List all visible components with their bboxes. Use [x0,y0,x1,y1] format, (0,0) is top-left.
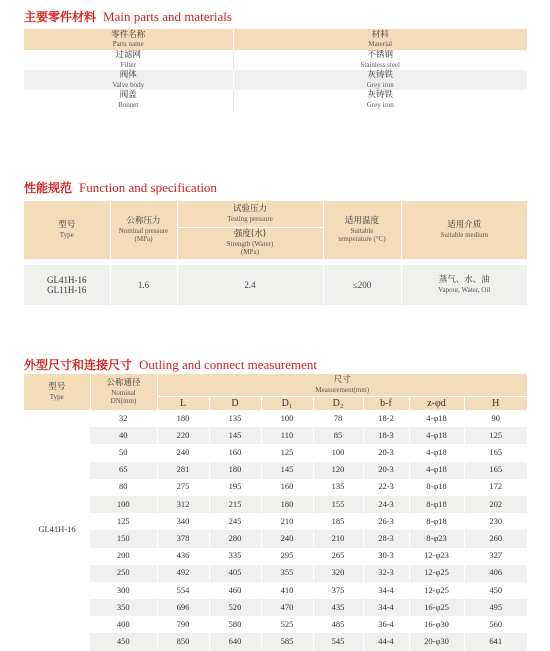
table-row [24,513,527,530]
parts-title-cn: 主要零件材料 [24,10,97,24]
table-row [24,90,527,110]
table-row [24,616,527,633]
parts-title-en: Main parts and materials [103,9,232,24]
d1-cell: 145 [261,462,313,479]
col-header-zphid: z-φd [409,396,464,410]
d-cell: 405 [209,565,261,582]
d1-cell: 525 [261,616,313,633]
part-cn: 阀盖 [119,90,137,101]
zphid-cell: 4-φ18 [409,427,464,444]
parts-materials-table [24,29,527,110]
h-cell: 641 [464,633,527,650]
h-cell: 560 [464,616,527,633]
material-header [233,29,527,50]
type-header [24,374,90,410]
d-cell: 460 [209,582,261,599]
d2-cell: 265 [313,548,363,565]
d2-cell: 100 [313,444,363,461]
bf-cell: 32-3 [363,565,409,582]
col-header-h: H [464,396,527,410]
d1-cell: 210 [261,513,313,530]
header-en-unit: temperature (°C) [338,234,386,243]
header-cn: 尺寸 [333,374,351,385]
table-row [24,548,527,565]
d1-cell: 180 [261,496,313,513]
nominal-pressure-header [110,201,177,259]
measurement-header [157,374,527,396]
dn-cell: 350 [90,599,157,616]
d2-cell: 320 [313,565,363,582]
d2-cell: 485 [313,616,363,633]
header-en: Suitable [350,226,374,235]
dims-title-cn: 外型尺寸和连接尺寸 [24,358,133,372]
header-en-unit: DN(mm) [110,396,137,405]
bf-cell: 36-4 [363,616,409,633]
d2-cell: 155 [313,496,363,513]
material-cn: 不锈钢 [367,50,393,61]
table-row [24,565,527,582]
bf-cell: 34-4 [363,599,409,616]
d2-cell: 375 [313,582,363,599]
dn-cell: 250 [90,565,157,582]
pressure-cell: 1.6 [110,265,177,305]
header-en: Parts name [112,40,144,49]
zphid-cell: 8-φ23 [409,530,464,547]
table-row [24,50,527,70]
temperature-header [323,201,401,259]
header-cn: 公称通径 [106,378,141,389]
zphid-cell: 4-φ18 [409,410,464,427]
h-cell: 172 [464,479,527,496]
h-cell: 202 [464,496,527,513]
d1-cell: 295 [261,548,313,565]
dn-cell: 450 [90,633,157,650]
material-en: Grey iron [366,100,394,109]
parts-header-row [24,29,527,50]
table-row [24,462,527,479]
col-header-d1: D₁ [261,396,313,410]
part-en: Filter [120,60,136,69]
d1-cell: 470 [261,599,313,616]
col-header-bf: b-f [363,396,409,410]
d1-cell: 240 [261,530,313,547]
header-en-unit: (MPa) [134,234,153,243]
h-cell: 90 [464,410,527,427]
header-cn: 试验压力 [232,203,267,214]
l-cell: 850 [157,633,209,650]
material-cell [233,50,527,70]
dn-cell: 200 [90,548,157,565]
bf-cell: 34-4 [363,582,409,599]
header-cn: 材料 [371,29,389,40]
header-en: Type [59,230,74,239]
table-row [24,427,527,444]
part-name-cell [24,50,233,70]
spec-table [24,201,527,305]
model-name: GL11H-16 [47,285,87,295]
zphid-cell: 8-φ18 [409,496,464,513]
bf-cell: 24-3 [363,496,409,513]
dimensions-table [24,374,527,651]
bf-cell: 44-4 [363,633,409,650]
part-name-cell [24,90,233,110]
l-cell: 312 [157,496,209,513]
dn-cell: 32 [90,410,157,427]
part-name-cell [24,70,233,90]
h-cell: 165 [464,462,527,479]
header-en: Nominal [111,388,136,397]
l-cell: 436 [157,548,209,565]
part-en: Valve body [112,80,145,89]
table-row [24,479,527,496]
header-en: Measurement(mm) [315,385,370,394]
header-en: Type [49,392,64,401]
dims-section-title [24,356,317,373]
d-cell: 145 [209,427,261,444]
col-header-l: L [157,396,209,410]
dn-cell: 100 [90,496,157,513]
table-row [24,496,527,513]
zphid-cell: 4-φ18 [409,444,464,461]
model-cell: GL41H-16 [24,410,90,651]
material-en: Stainless steel [360,60,400,69]
d-cell: 245 [209,513,261,530]
d-cell: 135 [209,410,261,427]
zphid-cell: 8-φ18 [409,513,464,530]
temperature-cell: ≤200 [323,265,401,305]
bf-cell: 26-3 [363,513,409,530]
type-cell [24,265,110,305]
l-cell: 340 [157,513,209,530]
zphid-cell: 12-φ25 [409,565,464,582]
d2-cell: 120 [313,462,363,479]
h-cell: 165 [464,444,527,461]
d-cell: 180 [209,462,261,479]
d1-cell: 125 [261,444,313,461]
d1-cell: 410 [261,582,313,599]
material-cell [233,70,527,90]
header-cn: 型号 [48,382,66,393]
header-cn: 强度(水) [233,229,267,240]
type-header [24,201,110,259]
table-row [24,444,527,461]
bf-cell: 18-3 [363,427,409,444]
dn-cell: 80 [90,479,157,496]
d2-cell: 545 [313,633,363,650]
part-en: Bonnet [118,100,139,109]
d2-cell: 185 [313,513,363,530]
parts-name-header [24,29,233,50]
d1-cell: 110 [261,427,313,444]
zphid-cell: 12-φ25 [409,582,464,599]
bf-cell: 30-3 [363,548,409,565]
d-cell: 195 [209,479,261,496]
header-en: Nominal pressure [118,226,169,235]
header-en: Suitable medium [440,230,489,239]
d-cell: 520 [209,599,261,616]
h-cell: 450 [464,582,527,599]
d2-cell: 435 [313,599,363,616]
medium-en: Vapour, Water, Oil [438,285,491,294]
l-cell: 220 [157,427,209,444]
d1-cell: 160 [261,479,313,496]
dn-cell: 50 [90,444,157,461]
h-cell: 230 [464,513,527,530]
spec-title-en: Function and specification [79,180,217,195]
zphid-cell: 4-φ18 [409,462,464,479]
l-cell: 180 [157,410,209,427]
zphid-cell: 16-φ25 [409,599,464,616]
medium-header [401,201,527,259]
d-cell: 215 [209,496,261,513]
header-en: Testing pressure [227,214,273,223]
table-row [24,599,527,616]
d-cell: 640 [209,633,261,650]
l-cell: 696 [157,599,209,616]
dn-cell: 150 [90,530,157,547]
spec-title-cn: 性能规范 [24,181,73,195]
material-cn: 灰铸铁 [367,90,393,101]
material-en: Grey iron [366,80,394,89]
spec-section-title [24,179,217,196]
bf-cell: 28-3 [363,530,409,547]
model-name: GL41H-16 [47,274,87,285]
h-cell: 495 [464,599,527,616]
d-cell: 335 [209,548,261,565]
col-header-d: D [209,396,261,410]
header-cn: 公称压力 [126,216,161,227]
zphid-cell: 8-φ18 [409,479,464,496]
bf-cell: 20-3 [363,462,409,479]
zphid-cell: 20-φ30 [409,633,464,650]
header-en: Strength (Water) [226,240,274,249]
d1-cell: 100 [261,410,313,427]
zphid-cell: 16-φ30 [409,616,464,633]
d1-cell: 355 [261,565,313,582]
l-cell: 275 [157,479,209,496]
d1-cell: 585 [261,633,313,650]
h-cell: 125 [464,427,527,444]
bf-cell: 18-2 [363,410,409,427]
d-cell: 580 [209,616,261,633]
part-cn: 过滤网 [115,50,141,61]
dims-body [24,410,527,651]
material-cell [233,90,527,110]
h-cell: 260 [464,530,527,547]
spec-row [24,265,527,305]
header-cn: 适用介质 [447,220,482,231]
d2-cell: 78 [313,410,363,427]
part-cn: 阀体 [119,70,137,81]
dn-cell: 400 [90,616,157,633]
testing-pressure-header [177,201,323,227]
header-cn: 零件名称 [111,29,146,40]
table-row [24,70,527,90]
dn-cell: 65 [90,462,157,479]
l-cell: 492 [157,565,209,582]
l-cell: 554 [157,582,209,599]
table-row [24,530,527,547]
header-en: Material [368,40,393,49]
l-cell: 281 [157,462,209,479]
l-cell: 790 [157,616,209,633]
d2-cell: 85 [313,427,363,444]
dn-cell: 300 [90,582,157,599]
table-row [24,410,527,427]
medium-cell [401,265,527,305]
col-header-d2: D₂ [313,396,363,410]
medium-cn: 蒸气、水、油 [438,275,490,286]
header-cn: 适用温度 [344,216,379,227]
bf-cell: 22-3 [363,479,409,496]
header-en-unit: (MPa) [241,248,259,257]
parts-section-title [24,8,232,25]
h-cell: 406 [464,565,527,582]
dn-cell: 40 [90,427,157,444]
strength-header [177,227,323,259]
zphid-cell: 12-φ23 [409,548,464,565]
table-row [24,582,527,599]
strength-cell: 2.4 [177,265,323,305]
l-cell: 378 [157,530,209,547]
l-cell: 240 [157,444,209,461]
d-cell: 160 [209,444,261,461]
nominal-dn-header [90,374,157,410]
dims-header-row [24,374,527,396]
dn-cell: 125 [90,513,157,530]
table-row [24,633,527,650]
d-cell: 280 [209,530,261,547]
h-cell: 327 [464,548,527,565]
bf-cell: 20-3 [363,444,409,461]
material-cn: 灰铸铁 [367,70,393,81]
spec-header-row [24,201,527,227]
d2-cell: 210 [313,530,363,547]
header-cn: 型号 [58,220,76,231]
d2-cell: 135 [313,479,363,496]
dims-title-en: Outling and connect measurement [139,357,317,372]
